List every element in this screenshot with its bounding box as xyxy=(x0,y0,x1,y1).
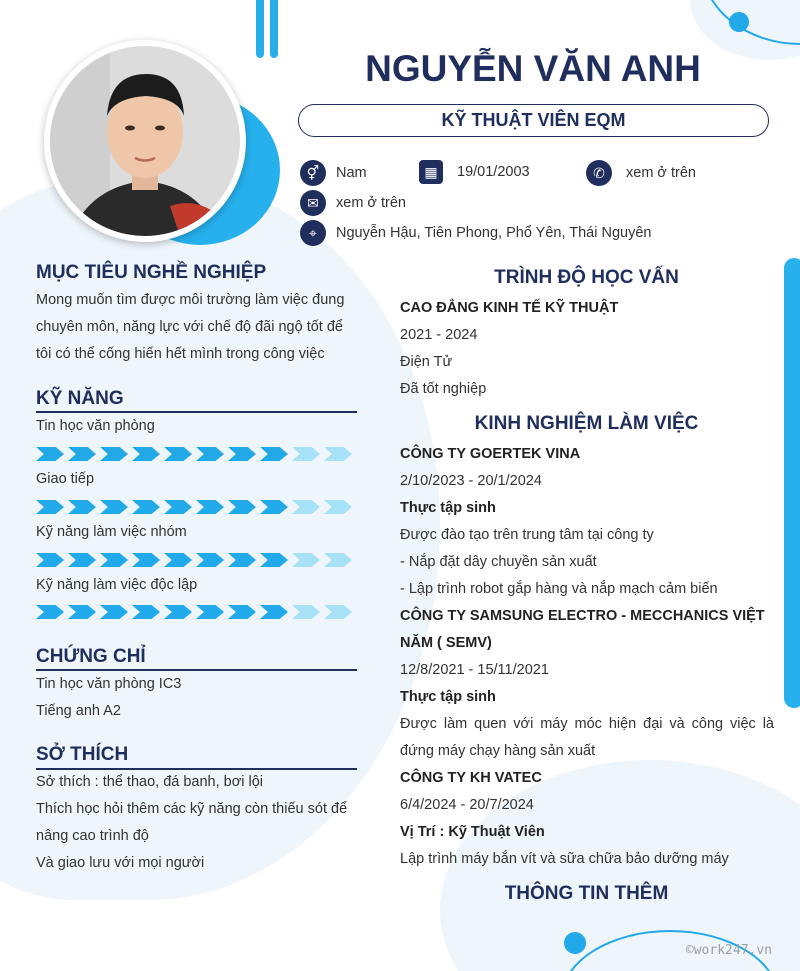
decor-dot xyxy=(564,932,586,954)
rating-chevron-filled xyxy=(132,553,160,567)
job-description-line: Được làm quen với máy móc hiện đại và công việc là xyxy=(400,716,774,732)
rating-chevron-empty xyxy=(324,553,352,567)
job-title: KỸ THUẬT VIÊN EQM xyxy=(441,110,626,130)
rating-chevron-filled xyxy=(260,500,288,514)
rating-chevron-filled xyxy=(36,605,64,619)
objective-text xyxy=(36,287,361,368)
job-company: NĂM ( SEMV) xyxy=(400,635,492,651)
rating-chevron-filled xyxy=(132,447,160,461)
rating-chevron-filled xyxy=(260,553,288,567)
profile-photo xyxy=(50,46,240,236)
rating-chevron-filled xyxy=(100,447,128,461)
hobby-line: Và giao lưu với mọi người xyxy=(36,855,205,871)
skill-rating-bar xyxy=(36,500,352,514)
objective-line: tôi có thể cống hiến hết mình trong công việc xyxy=(36,346,325,362)
job-period: 2/10/2023 - 20/1/2024 xyxy=(400,473,542,489)
rating-chevron-empty xyxy=(324,605,352,619)
rating-chevron-filled xyxy=(68,447,96,461)
info-birthday xyxy=(419,160,530,184)
location-pin-icon: ⌖ xyxy=(300,220,326,246)
candidate-name: NGUYỄN VĂN ANH xyxy=(365,48,701,89)
skill-rating-bar xyxy=(36,605,352,619)
certificate-item: Tiếng anh A2 xyxy=(36,703,121,719)
rating-chevron-empty xyxy=(324,500,352,514)
watermark: ©work247.vn xyxy=(685,943,772,958)
extra-info-title: THÔNG TIN THÊM xyxy=(504,883,669,904)
info-phone xyxy=(586,160,696,186)
rating-chevron-filled xyxy=(132,500,160,514)
job-position: Vị Trí : Kỹ Thuật Viên xyxy=(400,824,545,840)
hobbies-text xyxy=(36,769,361,877)
info-email xyxy=(300,190,406,216)
education-period: 2021 - 2024 xyxy=(400,327,478,343)
rating-chevron-filled xyxy=(36,447,64,461)
certificate-list xyxy=(36,671,361,725)
job-title-badge xyxy=(298,104,769,137)
rating-chevron-empty xyxy=(292,553,320,567)
education-major: Điện Tử xyxy=(400,354,453,370)
skill-rating-bar xyxy=(36,553,352,567)
skills-title: KỸ NĂNG xyxy=(36,388,124,409)
job-period: 6/4/2024 - 20/7/2024 xyxy=(400,797,534,813)
email-value: xem ở trên xyxy=(336,195,406,211)
skill-name: Kỹ năng làm việc nhóm xyxy=(36,524,187,540)
hobbies-title: SỞ THÍCH xyxy=(36,744,129,765)
job-description-line: đứng máy chạy hàng sản xuất xyxy=(400,743,596,759)
decor-bar xyxy=(270,0,278,58)
rating-chevron-empty xyxy=(324,447,352,461)
rating-chevron-filled xyxy=(260,447,288,461)
rating-chevron-filled xyxy=(36,500,64,514)
job-position: Thực tập sinh xyxy=(400,689,496,705)
objective-line: Mong muốn tìm được môi trường làm việc đung xyxy=(36,292,345,308)
rating-chevron-filled xyxy=(228,605,256,619)
rating-chevron-filled xyxy=(132,605,160,619)
address-value: Nguyễn Hậu, Tiên Phong, Phổ Yên, Thái Nguyên xyxy=(336,225,652,241)
job-period: 12/8/2021 - 15/11/2021 xyxy=(400,662,549,678)
rating-chevron-filled xyxy=(196,605,224,619)
rating-chevron-filled xyxy=(68,553,96,567)
skill-name: Tin học văn phòng xyxy=(36,418,155,434)
calendar-icon: ▦ xyxy=(419,160,443,184)
skill-name: Giao tiếp xyxy=(36,471,95,487)
education-status: Đã tốt nghiệp xyxy=(400,381,487,397)
education-block xyxy=(400,295,774,403)
rating-chevron-filled xyxy=(228,447,256,461)
rating-chevron-filled xyxy=(68,605,96,619)
job-description-line: - Lập trình robot gắp hàng và nắp mạch cảm biến xyxy=(400,581,718,597)
rating-chevron-filled xyxy=(196,500,224,514)
skill-rating-bar xyxy=(36,447,352,461)
decor-bar xyxy=(256,0,264,58)
rating-chevron-filled xyxy=(68,500,96,514)
experience-title: KINH NGHIỆM LÀM VIỆC xyxy=(474,413,699,434)
decor-side-bar xyxy=(784,258,800,708)
rating-chevron-filled xyxy=(196,553,224,567)
objective-title: MỤC TIÊU NGHỀ NGHIỆP xyxy=(36,262,267,283)
job-company: CÔNG TY SAMSUNG ELECTRO - MECCHANICS VIỆT xyxy=(400,608,765,624)
hobby-line: Thích học hỏi thêm các kỹ năng còn thiếu sót để xyxy=(36,801,348,817)
job-description-line: Lập trình máy bắn vít và sữa chữa bảo dưỡng máy xyxy=(400,851,729,867)
gender-icon: ⚥ xyxy=(300,160,326,186)
rating-chevron-filled xyxy=(196,447,224,461)
rating-chevron-filled xyxy=(164,553,192,567)
rating-chevron-filled xyxy=(164,500,192,514)
education-title: TRÌNH ĐỘ HỌC VẤN xyxy=(494,267,679,288)
job-company: CÔNG TY GOERTEK VINA xyxy=(400,446,581,462)
certificates-title: CHỨNG CHỈ xyxy=(36,646,146,667)
hobby-line: Sở thích : thể thao, đá banh, bơi lội xyxy=(36,774,263,790)
rating-chevron-filled xyxy=(36,553,64,567)
job-description-line: Được đào tạo trên trung tâm tại công ty xyxy=(400,527,654,543)
education-school: CAO ĐẲNG KINH TẾ KỸ THUẬT xyxy=(400,300,619,316)
certificate-item: Tin học văn phòng IC3 xyxy=(36,676,182,692)
phone-icon: ✆ xyxy=(586,160,612,186)
job-company: CÔNG TY KH VATEC xyxy=(400,770,542,786)
job-position: Thực tập sinh xyxy=(400,500,496,516)
rating-chevron-filled xyxy=(164,605,192,619)
rating-chevron-filled xyxy=(228,500,256,514)
rating-chevron-filled xyxy=(228,553,256,567)
rating-chevron-empty xyxy=(292,605,320,619)
skill-name: Kỹ năng làm việc độc lập xyxy=(36,577,198,593)
rating-chevron-empty xyxy=(292,447,320,461)
phone-value: xem ở trên xyxy=(626,165,696,181)
experience-block xyxy=(400,441,774,873)
decor-dot xyxy=(729,12,749,32)
rating-chevron-filled xyxy=(164,447,192,461)
rating-chevron-filled xyxy=(260,605,288,619)
info-gender xyxy=(300,160,367,186)
gender-value: Nam xyxy=(336,165,367,181)
envelope-icon: ✉ xyxy=(300,190,326,216)
birthday-value: 19/01/2003 xyxy=(457,164,530,180)
rating-chevron-empty xyxy=(292,500,320,514)
rating-chevron-filled xyxy=(100,553,128,567)
hobby-line: nâng cao trình độ xyxy=(36,828,149,844)
job-description-line: - Nắp đặt dây chuyền sản xuất xyxy=(400,554,597,570)
profile-photo-frame xyxy=(44,40,246,242)
rating-chevron-filled xyxy=(100,500,128,514)
rating-chevron-filled xyxy=(100,605,128,619)
objective-line: chuyên môn, năng lực với chế độ đãi ngộ tốt để xyxy=(36,319,343,335)
info-address xyxy=(300,220,651,246)
